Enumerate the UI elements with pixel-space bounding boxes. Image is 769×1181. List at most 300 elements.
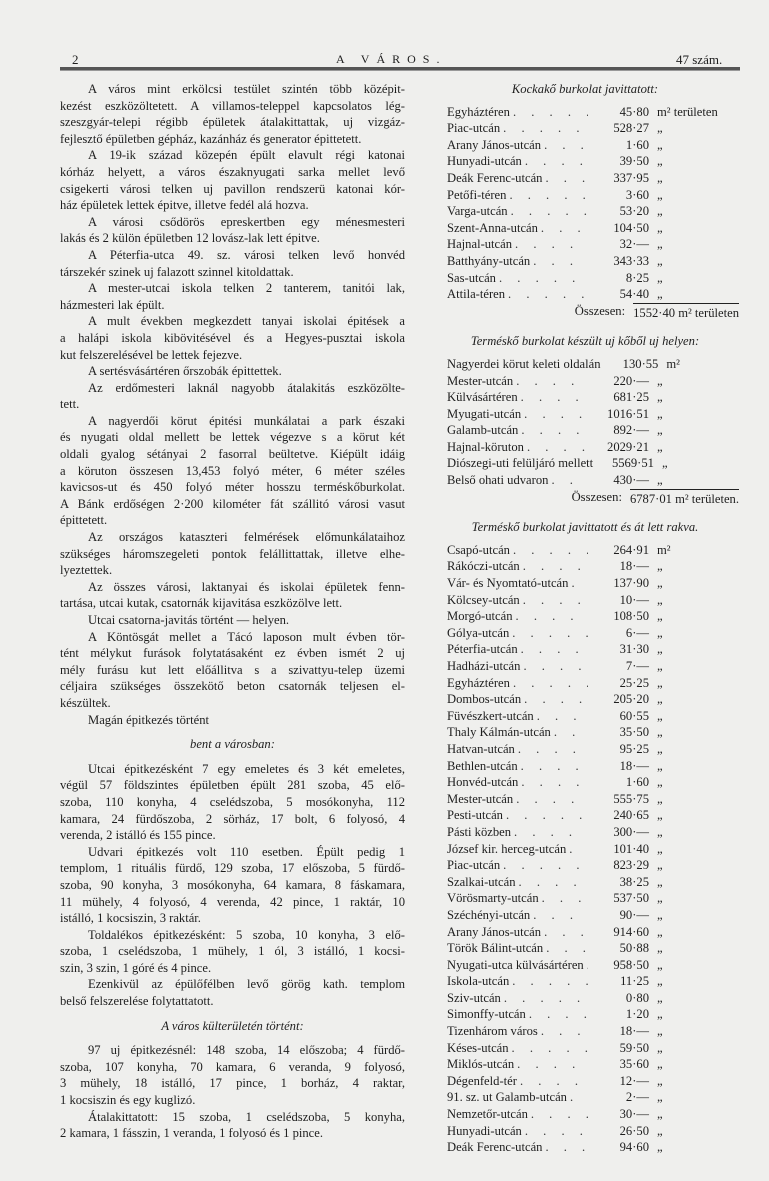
dot-leader: [533, 253, 588, 270]
paragraph-line: istálló, 1 kocsiszin, 3 raktár.: [60, 911, 201, 926]
table-row: [425, 153, 745, 170]
paragraph: [60, 1042, 405, 1108]
area-value: 3·60: [625, 187, 649, 202]
paragraph-line: Az országos kataszteri felmérések előmunkálataihoz: [88, 530, 405, 545]
area-value: 35·60: [619, 1057, 649, 1072]
street-name: Tizenhárom város: [447, 1024, 538, 1039]
unit-label: „: [657, 390, 663, 405]
paragraph-line: 3 mühely, 18 istálló, 17 pince, 1 borház, 4 raktar,: [60, 1076, 405, 1091]
dot-leader: [531, 1106, 588, 1123]
table-row: [425, 907, 745, 924]
unit-label: „: [657, 439, 663, 454]
paragraph-line: Toldalékos épitkezésként: 5 szoba, 10 konyha, 3 elő-: [88, 927, 405, 942]
unit-label: „: [657, 824, 663, 839]
unit-label: „: [657, 841, 663, 856]
area-value: 30·—: [619, 1107, 649, 1122]
table-row: [425, 455, 745, 472]
unit-label: „: [657, 576, 663, 591]
table-row: [425, 1023, 745, 1040]
paragraph-line: tartása, utcai kutak, csatornák kijavitása eszközölve lett.: [60, 596, 343, 611]
page-number: 2: [72, 52, 79, 67]
area-value: 205·20: [613, 692, 649, 707]
street-name: Myugati-utcán: [447, 406, 522, 421]
street-name: Batthyány-utcán: [447, 253, 531, 268]
street-name: Hunyadi-utcán: [447, 1123, 522, 1138]
unit-label: „: [657, 1123, 663, 1138]
area-value: 32·—: [619, 237, 649, 252]
paragraph-line: Magán épitkezés történt: [88, 712, 209, 727]
dot-leader: [516, 608, 588, 625]
area-value: 45·80: [619, 104, 649, 119]
dot-leader: [516, 373, 588, 390]
paragraph-line: Átalakittatott: 15 szoba, 1 cselédszoba, 5 konyha,: [88, 1109, 405, 1124]
table-row: [425, 1089, 745, 1106]
section-subheading: bent a városban:: [190, 737, 275, 752]
unit-label: „: [657, 990, 663, 1005]
dot-leader: [513, 675, 588, 692]
unit-label: „: [657, 253, 663, 268]
paragraph-line: A mult években megkezdett tanyai iskolai épitések a: [88, 314, 405, 329]
street-name: Hunyadi-utcán: [447, 154, 522, 169]
dot-leader: [521, 641, 588, 658]
paragraph-line: 1 kocsiszin és egy kuglizó.: [60, 1093, 196, 1108]
street-name: Késes-utcán: [447, 1040, 509, 1055]
area-value: 101·40: [613, 841, 649, 856]
table-row: [425, 625, 745, 642]
area-value: 18·—: [619, 758, 649, 773]
table-total: [425, 489, 745, 508]
paragraph: [60, 413, 405, 529]
paragraph-line: lakás és 2 külön épületben 12 lovász-lak lett épitve.: [60, 231, 320, 246]
paragraph-line: kamara, 24 fürdőszoba, 2 sörház, 17 bolt, 6 folyosó, 4: [60, 811, 405, 826]
unit-label: „: [657, 775, 663, 790]
table-row: [425, 558, 745, 575]
paragraph: [60, 147, 405, 213]
area-value: 38·25: [619, 874, 649, 889]
street-name: Hadházi-utcán: [447, 659, 521, 673]
street-name: Külvásártéren: [447, 390, 518, 405]
area-value: 7·—: [625, 659, 649, 673]
street-name: Nemzetőr-utcán: [447, 1107, 528, 1122]
street-name: Sziv-utcán: [447, 990, 501, 1005]
dot-leader: [541, 220, 588, 237]
dot-leader: [511, 203, 588, 220]
street-name: Hajnal-utcán: [447, 237, 513, 252]
street-name: Egyháztéren: [447, 675, 510, 690]
paragraph-line: tett.: [60, 397, 80, 412]
table-row: [425, 973, 745, 990]
table-row: [425, 608, 745, 625]
area-value: 343·33: [613, 253, 649, 268]
area-value: 60·55: [619, 708, 649, 723]
street-name: Nagyerdei körut keleti oldalán: [447, 356, 601, 371]
table-row: [425, 824, 745, 841]
table-row: [425, 957, 745, 974]
dot-leader: [571, 575, 588, 592]
table-row: [425, 592, 745, 609]
table-row: [425, 990, 745, 1007]
dot-leader: [518, 741, 588, 758]
area-value: 528·27: [613, 121, 649, 136]
street-name: József kir. herceg-utcán: [447, 841, 567, 856]
unit-label: „: [657, 1007, 663, 1022]
paragraph: [60, 81, 405, 147]
unit-label: „: [657, 858, 663, 873]
total-label: Összesen:: [571, 489, 622, 504]
unit-label: „: [661, 456, 668, 471]
header-rule: [60, 67, 740, 71]
unit-label: „: [657, 1057, 663, 1072]
table-row: [425, 356, 745, 373]
table-row: [425, 691, 745, 708]
area-value: 1·60: [625, 137, 649, 152]
paragraph-line: szoba, 110 konyha, 4 cselédszoba, 5 mosókonyha, 112: [60, 794, 405, 809]
area-value: 8·25: [625, 270, 649, 285]
paragraph-line: Udvari épitkezés volt 110 esetben. Épült pedig 1: [88, 844, 405, 859]
area-value: 430·—: [613, 473, 649, 488]
paragraph: [60, 712, 405, 729]
area-value: 39·50: [619, 154, 649, 169]
street-name: Piac-utcán: [447, 121, 501, 136]
street-name: Füvészkert-utcán: [447, 708, 534, 723]
area-value: 555·75: [613, 791, 649, 806]
area-value: 958·50: [613, 957, 649, 972]
area-value: 2·—: [625, 1090, 649, 1105]
paragraph-line: 11 mühely, 4 folyosó, 4 verenda, 42 pince, 1 raktár, 10: [60, 894, 405, 909]
paragraph: [60, 976, 405, 1009]
table-row: [425, 857, 745, 874]
street-name: Rákóczi-utcán: [447, 559, 520, 574]
unit-label: „: [657, 891, 663, 906]
unit-label: „: [657, 874, 663, 889]
dot-leader: [545, 170, 588, 187]
dot-leader: [570, 1089, 588, 1106]
area-value: 26·50: [619, 1123, 649, 1138]
area-value: 1·60: [625, 775, 649, 790]
table-row: [425, 203, 745, 220]
dot-leader: [516, 791, 588, 808]
paragraph-line: A mester-utcai iskola telken 2 tanterem, tanitói lak,: [88, 281, 405, 296]
paragraph-line: templom, 1 rituális fürdő, 129 szoba, 17 előszoba, 5 fürdő-: [60, 861, 405, 876]
dot-leader: [512, 1040, 588, 1057]
street-name: Honvéd-utcán: [447, 775, 519, 790]
unit-label: „: [657, 675, 663, 690]
paragraph-line: céljaira szükséges összekötő beton csatornák teljesen el-: [60, 679, 405, 694]
unit-label: „: [657, 1107, 663, 1122]
unit-label: „: [657, 1090, 663, 1105]
paragraph-line: verenda, 2 istálló és 155 pince.: [60, 828, 216, 843]
paragraph-line: fejlesztő épületben gépház, kazánház és generator épittetett.: [60, 131, 362, 146]
dot-leader: [523, 592, 588, 609]
area-value: 681·25: [613, 390, 649, 405]
street-name: Hajnal-köruton: [447, 439, 524, 454]
unit-label: „: [657, 907, 663, 922]
unit-label: „: [657, 924, 663, 939]
street-name: Széchényi-utcán: [447, 907, 531, 922]
table-title: Terméskő burkolat javittatott és át lett rakva.: [471, 520, 699, 535]
area-value: 130·55: [622, 356, 659, 371]
dot-leader: [527, 439, 588, 456]
paragraph-line: szükséges háromszegeleti pontok felállittattak, illetve elhe-: [60, 546, 405, 561]
unit-label: „: [657, 154, 663, 169]
dot-leader: [569, 841, 588, 858]
unit-label: „: [657, 725, 663, 740]
table-row: [425, 758, 745, 775]
dot-leader: [529, 1006, 588, 1023]
paragraph: [60, 313, 405, 363]
table-row: [425, 841, 745, 858]
table-row: [425, 439, 745, 456]
unit-label: „: [657, 1140, 663, 1155]
table-row: [425, 270, 745, 287]
table-row: [425, 1040, 745, 1057]
table-title: Kockakő burkolat javittatott:: [511, 82, 659, 96]
unit-label: „: [657, 692, 663, 707]
table-row: [425, 472, 745, 489]
dot-leader: [521, 758, 588, 775]
street-name: Vár- és Nyomtató-utcán: [447, 576, 569, 591]
left-column-text: [60, 81, 405, 1142]
area-value: 1·20: [625, 1007, 649, 1022]
area-value: 25·25: [619, 675, 649, 690]
street-name: Simonffy-utcán: [447, 1007, 526, 1022]
table-row: [425, 373, 745, 390]
street-name: Egyháztéren: [447, 104, 510, 119]
paragraph: [60, 363, 405, 380]
paragraph-line: szeszgyár-telepi régibb épületek átalakittattak, uj vizgáz-: [60, 115, 405, 130]
unit-label: „: [657, 941, 663, 956]
street-name: Vörösmarty-utcán: [447, 891, 539, 906]
paragraph-line: A Köntösgát mellet a Tácó laposon mult évben tör-: [88, 629, 405, 644]
dot-leader: [554, 724, 588, 741]
table-row: [425, 137, 745, 154]
street-name: Nyugati-utca külvásártéren: [447, 957, 584, 972]
paragraph-line: A város mint erkölcsi testület szintén több középit-: [88, 82, 405, 96]
dot-leader: [509, 187, 588, 204]
paragraph: [60, 927, 405, 977]
unit-label: „: [657, 957, 663, 972]
dot-leader: [533, 907, 588, 924]
paragraph-line: 97 uj épitkezésnél: 148 szoba, 14 előszoba; 4 fürdő-: [88, 1043, 405, 1058]
table-row: [425, 1006, 745, 1023]
paragraph-line: Utcai csatorna-javitás történt — helyen.: [88, 613, 290, 627]
dot-leader: [587, 957, 588, 974]
paragraph-line: oldali gyalog sétányai 2 fasorral beültetve. Kiépült idáig: [60, 447, 405, 462]
paragraph-line: lyeztettek.: [60, 563, 113, 578]
paragraph-line: kavicsos-ut és 450 folyó méter hosszu terméskőburkolat.: [60, 480, 405, 495]
paragraph: [60, 247, 405, 280]
table-row: [425, 724, 745, 741]
area-value: 10·—: [619, 592, 649, 607]
area-value: 31·30: [619, 642, 649, 657]
total-label: Összesen:: [574, 303, 626, 318]
paragraph-line: Az erdőmesteri laknál nagyobb átalakitás eszközölte-: [88, 380, 405, 395]
unit-label: „: [657, 121, 663, 136]
table-row: [425, 1073, 745, 1090]
paragraph-line: Az összes városi, laktanyai és iskolai épületek fenn-: [88, 579, 405, 594]
street-name: Mester-utcán: [447, 373, 514, 388]
area-value: 35·50: [619, 725, 649, 740]
paragraph-line: 2 kamara, 1 fásszin, 1 veranda, 1 folyosó és 1 pince.: [60, 1126, 323, 1141]
street-name: Petőfi-téren: [447, 187, 507, 202]
paragraph-line: Ezenkivül az épülőfélben levő görög kath. templom: [88, 977, 405, 992]
unit-label: „: [657, 559, 663, 574]
paragraph: [60, 1109, 405, 1142]
street-name: Arany János-utcán: [447, 924, 542, 939]
paragraph-line: kórház helyett, a város északnyugati sarka mellet levő: [60, 164, 405, 179]
unit-label: „: [657, 1024, 663, 1039]
table-row: [425, 120, 745, 137]
dot-leader: [546, 940, 588, 957]
table-row: [425, 940, 745, 957]
table-row: [425, 1123, 745, 1140]
unit-label: „: [657, 592, 663, 607]
area-value: 0·80: [625, 990, 649, 1005]
street-name: Belső ohati udvaron: [447, 473, 549, 488]
unit-label: „: [657, 741, 663, 756]
area-value: 2029·21: [607, 439, 649, 454]
paragraph-line: végül 57 földszintes épületben épült 281 szoba, 45 elő-: [60, 778, 405, 793]
dot-leader: [541, 1023, 588, 1040]
area-value: 6·—: [625, 625, 649, 640]
street-name: Hatvan-utcán: [447, 741, 515, 756]
area-value: 12·—: [619, 1073, 649, 1088]
unit-label: „: [657, 237, 663, 252]
table-row: [425, 1139, 745, 1156]
paragraph-line: A 19-ik század közepén épült elavult régi katonai: [88, 148, 405, 163]
issue-number: 47 szám.: [676, 52, 723, 67]
table-row: [425, 874, 745, 891]
area-value: 137·90: [613, 576, 649, 591]
street-name: Iskola-utcán: [447, 974, 510, 989]
table-row: [425, 406, 745, 423]
street-name: Szent-Anna-utcán: [447, 220, 538, 235]
paragraph-line: szoba, 107 konyha, 70 kamara, 6 veranda, 9 folyosó,: [60, 1059, 405, 1074]
street-name: Pesti-utcán: [447, 808, 503, 823]
dot-leader: [523, 558, 588, 575]
table-row: [425, 422, 745, 439]
dot-leader: [515, 236, 588, 253]
paragraph: [60, 280, 405, 313]
dot-leader: [544, 924, 588, 941]
dot-leader: [542, 890, 588, 907]
paragraph-line: házmesteri lak épült.: [60, 297, 165, 312]
table-row: [425, 1056, 745, 1073]
unit-label: „: [657, 473, 663, 488]
unit-label: „: [657, 758, 663, 773]
dot-leader: [503, 857, 588, 874]
street-name: Diószegi-uti felüljáró mellett: [447, 456, 594, 471]
dot-leader: [504, 990, 588, 1007]
unit-label: m²: [657, 542, 671, 557]
paragraph: [60, 579, 405, 612]
dot-leader: [524, 406, 588, 423]
dot-leader: [551, 472, 588, 489]
unit-label: „: [657, 373, 663, 388]
dot-leader: [521, 422, 588, 439]
table-title: Terméskő burkolat készült uj kőből uj helyen:: [470, 334, 700, 349]
area-value: 104·50: [613, 220, 649, 235]
paragraph: [60, 629, 405, 712]
dot-leader: [512, 625, 588, 642]
dot-leader: [524, 691, 588, 708]
street-name: Varga-utcán: [447, 204, 508, 219]
area-value: 11·25: [620, 974, 649, 989]
unit-label: „: [657, 609, 663, 624]
street-name: Szalkai-utcán: [447, 874, 516, 889]
paragraph-line: belső felszerelése folytattatott.: [60, 994, 214, 1009]
street-name: Piac-utcán: [447, 858, 501, 873]
unit-label: „: [657, 287, 663, 302]
unit-label: „: [657, 1040, 663, 1055]
dot-leader: [508, 286, 588, 303]
unit-label: „: [657, 625, 663, 640]
table-row: [425, 575, 745, 592]
dot-leader: [521, 774, 588, 791]
street-name: Gólya-utcán: [447, 625, 510, 640]
paragraph-line: készültek.: [60, 695, 111, 710]
area-value: 95·25: [619, 741, 649, 756]
table-row: [425, 170, 745, 187]
area-value: 50·88: [619, 941, 649, 956]
table-row: [425, 286, 745, 303]
street-name: Mester-utcán: [447, 791, 514, 806]
unit-label: m²: [666, 356, 680, 371]
table-row: [425, 924, 745, 941]
unit-label: „: [657, 270, 663, 285]
table-row: [425, 675, 745, 692]
right-column-tables: [425, 81, 745, 1156]
dot-leader: [513, 542, 588, 559]
running-title: A VÁROS.: [336, 52, 447, 66]
paragraph-line: kezést eszközöltetett. A villamos-teleppel kapcsolatos lég-: [60, 98, 405, 113]
paragraph: [60, 380, 405, 413]
area-value: 914·60: [613, 924, 649, 939]
street-name: Bethlen-utcán: [447, 758, 518, 773]
total-value: 1552·40 m² területen: [633, 303, 739, 322]
street-name: Péterfia-utcán: [447, 642, 518, 657]
paragraph-line: A sertésvásártéren őrszobák épittettek.: [88, 364, 282, 379]
paragraph-line: csigekerti városi telken uj pavillon rendszerü katonai kór-: [60, 181, 405, 196]
paragraph-line: ház épületek lettek épitve, illetve fedél alá hozva.: [60, 198, 309, 213]
area-value: 18·—: [619, 559, 649, 574]
paragraph: [60, 612, 405, 629]
paragraph-line: és nyugati oldal mellett be lettek végezve s a körut két: [60, 430, 405, 445]
dot-leader: [521, 389, 588, 406]
area-value: 90·—: [619, 907, 649, 922]
unit-label: „: [657, 808, 663, 823]
dot-leader: [523, 658, 588, 675]
table-row: [425, 708, 745, 725]
unit-label: „: [657, 220, 663, 235]
paragraph-line: szoba, 1 cselédszoba, 1 mühely, 1 ól, 3 istálló, 1 kocsi-: [60, 944, 405, 959]
unit-label: „: [657, 406, 663, 421]
street-name: 91. sz. ut Galamb-utcán: [447, 1090, 567, 1105]
paragraph: [60, 529, 405, 579]
unit-label: „: [657, 170, 663, 185]
dot-leader: [519, 874, 588, 891]
area-value: 5569·51: [611, 456, 654, 471]
area-value: 94·60: [619, 1140, 649, 1155]
street-name: Török Bálint-utcán: [447, 941, 544, 956]
street-name: Dombos-utcán: [447, 692, 522, 707]
table-row: [425, 741, 745, 758]
paragraph-line: tént mélykut furások folytatásaként ez évben ismét 2 uj: [60, 646, 405, 661]
paragraph-line: a köruton összesen 13,453 folyó méter, 6 méter széles: [60, 463, 405, 478]
paragraph-line: A Péterfia-utca 49. sz. városi telken levő honvéd: [88, 247, 405, 262]
area-value: 53·20: [619, 204, 649, 219]
dot-leader: [503, 120, 588, 137]
